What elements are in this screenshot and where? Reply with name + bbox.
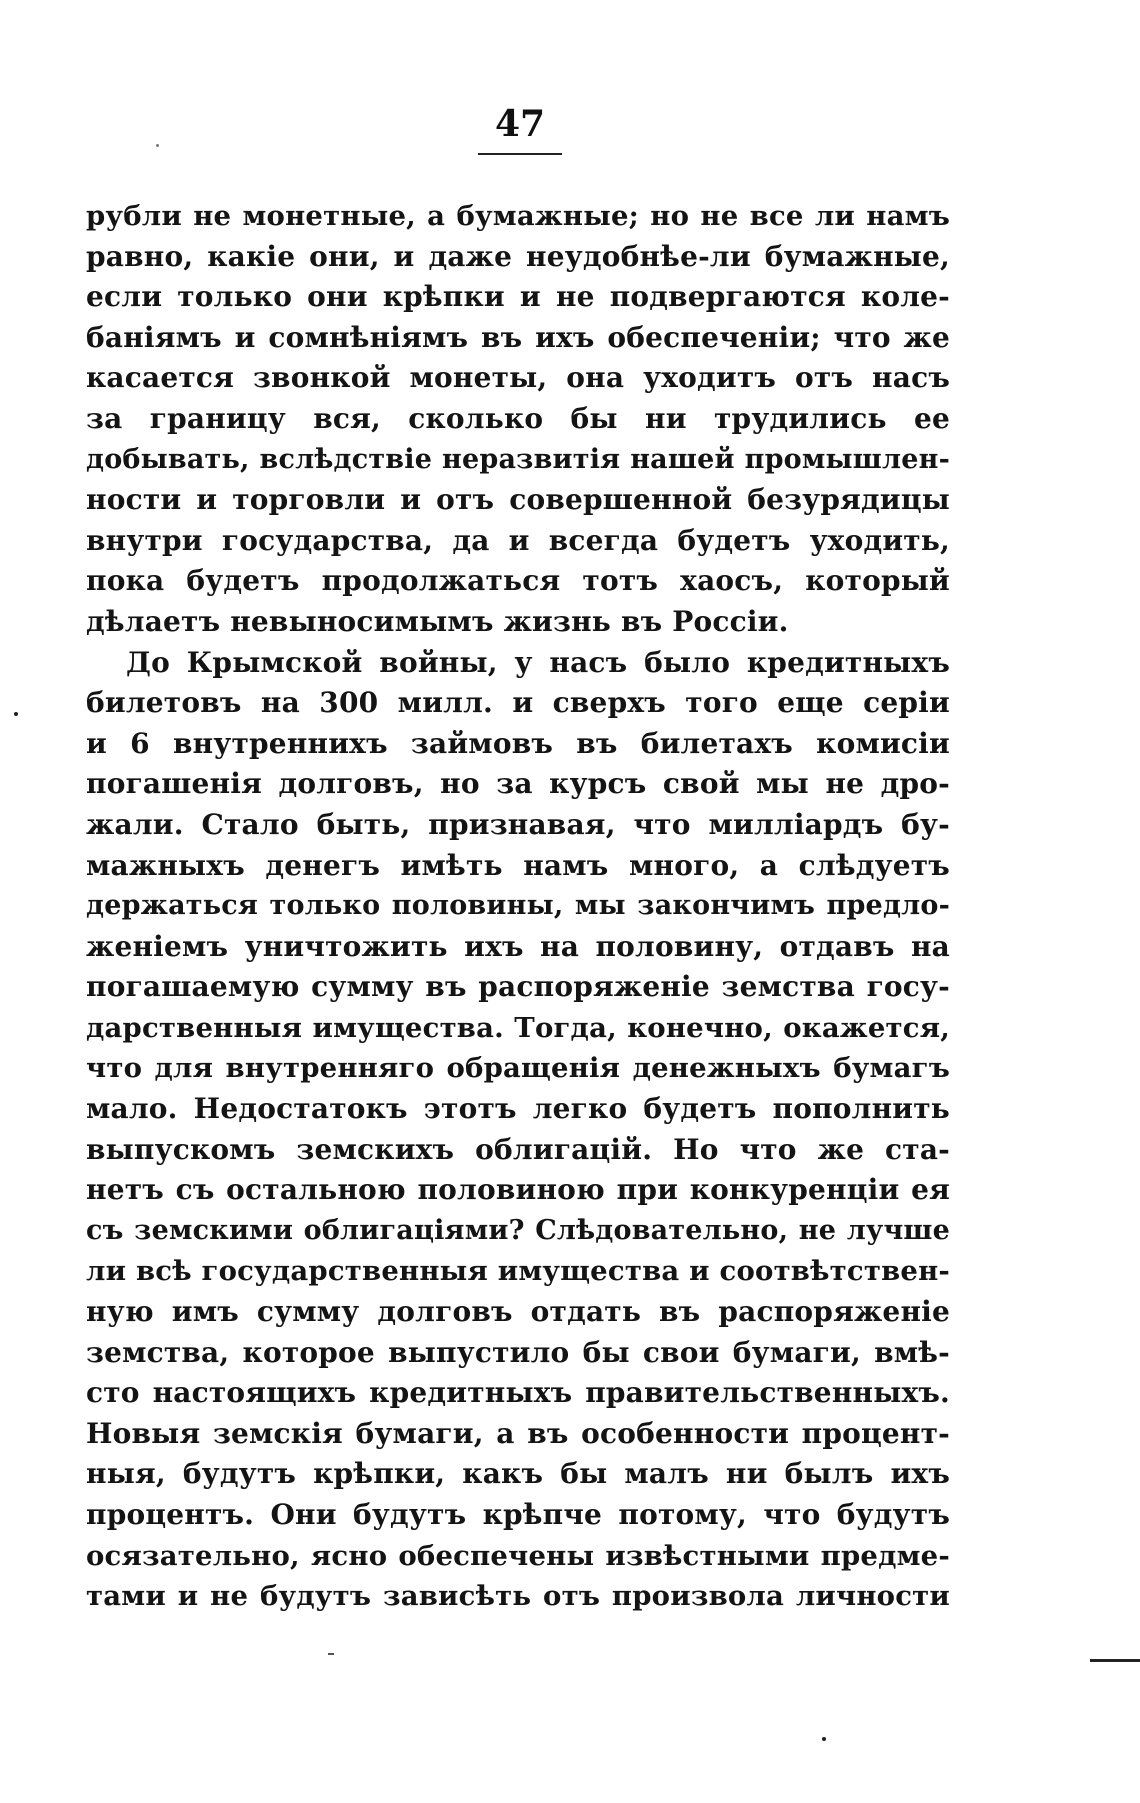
- text-line: съ земскими облигаціями? Слѣдовательно, не лучше: [86, 1214, 950, 1246]
- print-speck: [14, 712, 18, 716]
- text-line: нетъ съ остальною половиною при конкуренціи ея: [86, 1173, 950, 1207]
- text-line: дарственныя имущества. Тогда, конечно, окажется,: [86, 1011, 950, 1044]
- text-line: ли всѣ государственныя имущества и соотвѣтствен-: [86, 1255, 951, 1288]
- text-line: добывать, вслѣдствіе неразвитія нашей промышлен-: [86, 443, 950, 475]
- text-line: за границу вся, сколько бы ни трудились ее: [86, 401, 950, 435]
- text-line: если только они крѣпки и не подвергаются коле-: [86, 280, 950, 314]
- page-number: 47: [494, 103, 546, 145]
- print-speck: [156, 144, 159, 147]
- text-line: До Крымской войны, у насъ было кредитныхъ: [126, 645, 950, 679]
- text-line: равно, какіе они, и даже неудобнѣе-ли бумажные,: [86, 239, 950, 273]
- text-line: мажныхъ денегъ имѣть намъ много, а слѣдуетъ: [86, 848, 950, 882]
- body-text: [86, 196, 950, 1617]
- edge-mark: [1090, 1659, 1140, 1662]
- text-line: касается звонкой монеты, она уходитъ отъ насъ: [86, 361, 950, 395]
- print-speck: [822, 1737, 826, 1741]
- text-line: осязательно, ясно обеспечены извѣстными предме-: [86, 1539, 950, 1572]
- text-line: что для внутренняго обращенія денежныхъ бумагъ: [86, 1052, 950, 1085]
- text-line: дѣлаетъ невыносимымъ жизнь въ Россіи.: [86, 604, 789, 638]
- text-line: ныя, будутъ крѣпки, какъ бы малъ ни былъ ихъ: [86, 1457, 950, 1491]
- text-line: мало. Недостатокъ этотъ легко будетъ пополнить: [86, 1092, 950, 1126]
- text-line: земства, которое выпустило бы свои бумаги, вмѣ-: [86, 1335, 950, 1369]
- text-line: внутри государства, да и всегда будетъ уходить,: [86, 523, 950, 557]
- text-line: рубли не монетные, а бумажные; но не все ли намъ: [86, 200, 950, 232]
- text-line: женіемъ уничтожить ихъ на половину, отдавъ на: [86, 929, 950, 963]
- print-speck: [328, 1653, 334, 1655]
- text-line: погашаемую сумму въ распоряженіе земства госу-: [86, 970, 950, 1004]
- text-line: держаться только половины, мы закончимъ предло-: [86, 890, 950, 922]
- text-line: и 6 внутреннихъ займовъ въ билетахъ комисіи: [86, 726, 950, 760]
- text-line: жали. Стало быть, признавая, что миллiардъ бу-: [86, 807, 950, 841]
- page-number-rule: [478, 153, 562, 155]
- text-line: пока будетъ продолжаться тотъ хаосъ, который: [86, 564, 950, 598]
- text-line: выпускомъ земскихъ облигацій. Но что же ста-: [86, 1132, 950, 1166]
- text-line: процентъ. Они будутъ крѣпче потому, что будутъ: [86, 1498, 950, 1531]
- text-line: Новыя земскія бумаги, а въ особенности процент-: [86, 1416, 950, 1450]
- text-line: билетовъ на 300 милл. и сверхъ того еще серіи: [86, 686, 950, 720]
- text-line: ности и торговли и отъ совершенной безурядицы: [86, 483, 950, 517]
- text-line: баніямъ и сомнѣніямъ въ ихъ обеспеченіи; что же: [86, 320, 950, 354]
- text-line: тами и не будутъ зависѣть отъ произвола личности: [86, 1580, 950, 1613]
- text-line: погашенія долговъ, но за курсъ свой мы не дро-: [86, 767, 950, 801]
- text-line: ную имъ сумму долговъ отдать въ распоряженіе: [86, 1295, 950, 1329]
- text-line: сто настоящихъ кредитныхъ правительственныхъ.: [86, 1376, 950, 1410]
